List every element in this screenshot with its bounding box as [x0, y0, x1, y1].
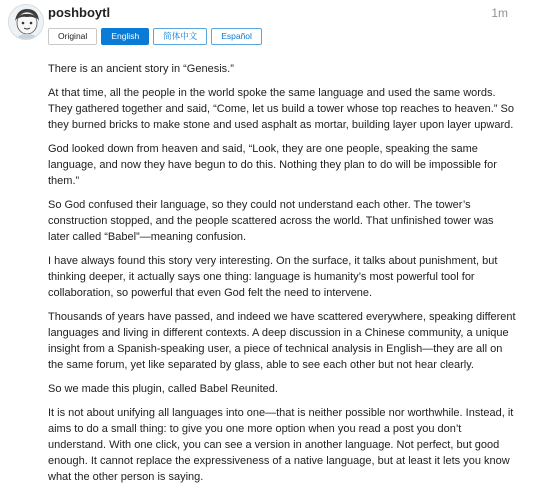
avatar[interactable]	[8, 4, 44, 40]
post-paragraph: Thousands of years have passed, and indeed we have scattered everywhere, speaking different languages and living in different contexts. A deep discussion in a Chinese community, a unique insight from a Spanish-speaking user, a piece of technical analysis in English—they are all on the same forum, yet like separated by glass, able to see each other but not hear clearly.	[48, 311, 516, 371]
post-paragraph: So God confused their language, so they could not understand each other. The tower’s construction stopped, and the people scattered across the world. That unfinished tower was later called “Babel”—meaning confusion.	[48, 199, 494, 243]
language-tabs	[48, 28, 266, 46]
post-paragraph: There is an ancient story in “Genesis.”	[48, 63, 234, 75]
post-content	[48, 61, 516, 493]
post-paragraph: So we made this plugin, called Babel Reunited.	[48, 383, 278, 395]
tab-english[interactable]: English	[101, 28, 149, 45]
post-paragraph: God looked down from heaven and said, “Look, they are one people, speaking the same language, and now they have begun to do this. Nothing they plan to do will be impossible for them.”	[48, 143, 497, 187]
tab-spanish[interactable]: Español	[211, 28, 262, 45]
tab-simplified-chinese[interactable]: 简体中文	[153, 28, 207, 45]
post-paragraph: At that time, all the people in the world spoke the same language and used the same words. They gathered together and said, “Come, let us build a tower whose top reaches to heaven.” So they burned bricks to make stone and used asphalt as mortar, building layer upon layer upward.	[48, 87, 514, 131]
user-avatar-icon	[9, 5, 44, 40]
tab-original[interactable]: Original	[48, 28, 97, 45]
post-paragraph: I have always found this story very interesting. On the surface, it talks about punishment, but thinking deeper, it actually says one thing: language is humanity’s most powerful tool for collaboration, so powerful that even God felt the need to intervene.	[48, 255, 498, 299]
post-timestamp[interactable]: 1m	[491, 6, 508, 20]
post-paragraph: It is not about unifying all languages into one—that is neither possible nor worthwhile. Instead, it aims to do a small thing: to give you one more option when you read a post you don’t understand. With one click, you can see a version in another language. Not perfect, but good enough. It cannot replace the expressiveness of a native language, but at least it lets you know what the other person is saying.	[48, 407, 514, 483]
username[interactable]: poshboytl	[48, 5, 111, 20]
